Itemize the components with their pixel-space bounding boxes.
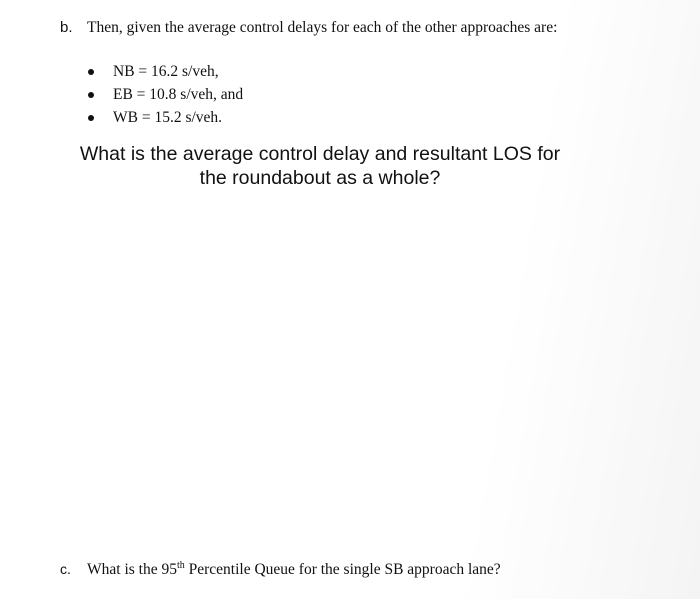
part-b-question: [60, 142, 580, 190]
bullet-eb: EB = 10.8 s/veh, and: [113, 86, 244, 103]
bullet-wb: WB = 15.2 s/veh.: [113, 109, 223, 126]
part-c-question: [60, 561, 501, 579]
bullet-icon: [88, 115, 94, 121]
part-c-superscript: th: [176, 559, 185, 571]
part-c-text-before: What is the 95: [87, 561, 177, 578]
bullet-icon: [88, 69, 94, 75]
part-c-text-after: Percentile Queue for the single SB approach lane?: [184, 561, 501, 578]
part-c-marker: c.: [60, 561, 71, 577]
question-line-2: the roundabout as a whole?: [199, 167, 441, 189]
part-b-intro: [60, 19, 557, 37]
part-b-text: Then, given the average control delays for each of the other approaches are:: [87, 19, 558, 36]
question-line-1: What is the average control delay and resultant LOS for: [79, 143, 561, 165]
part-b-marker: b.: [60, 19, 73, 36]
bullet-nb: NB = 16.2 s/veh,: [113, 63, 219, 80]
bullet-icon: [88, 92, 94, 98]
